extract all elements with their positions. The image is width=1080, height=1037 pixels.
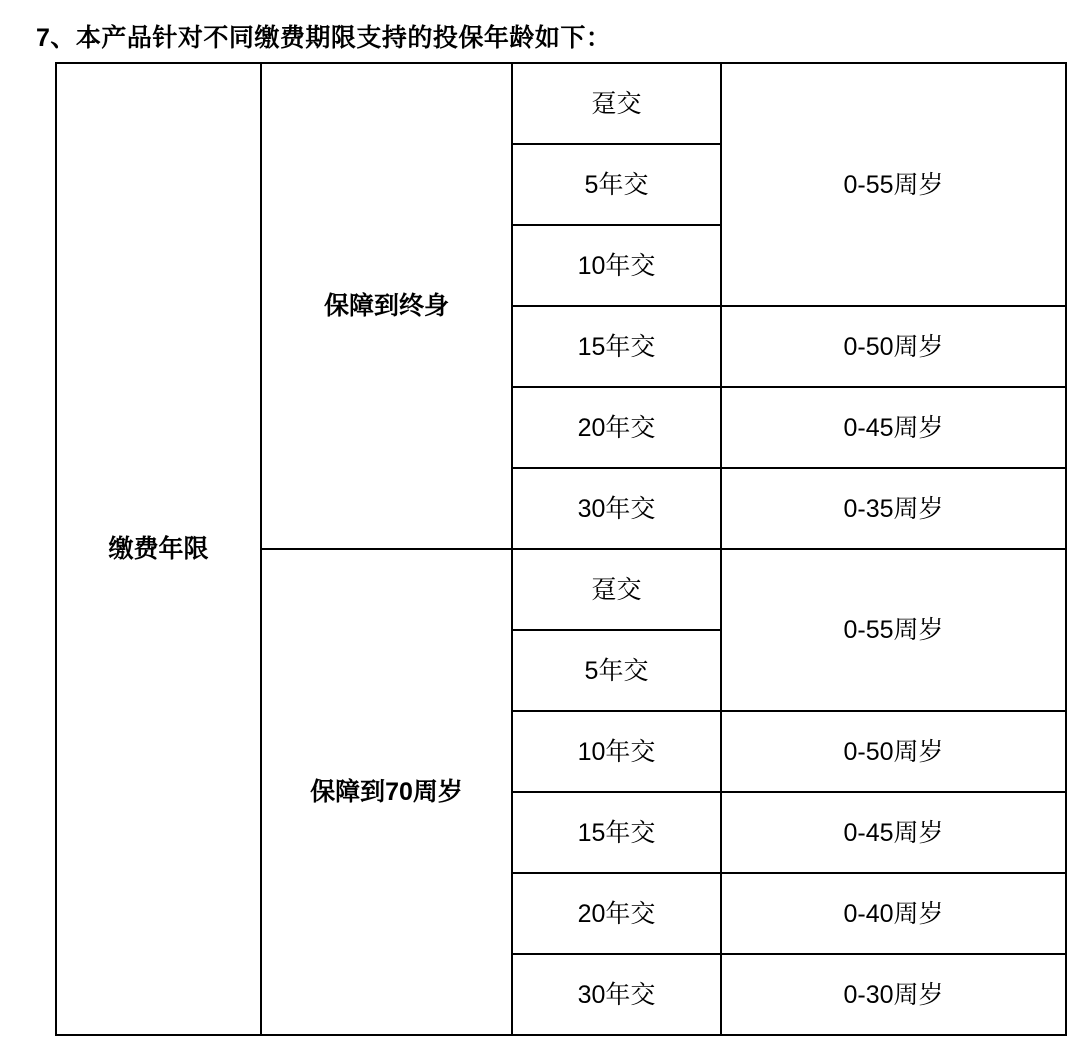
payment-period-cell: 5年交 [512, 144, 721, 225]
payment-period-cell: 10年交 [512, 225, 721, 306]
age-range-cell: 0-35周岁 [721, 468, 1066, 549]
payment-period-cell: 5年交 [512, 630, 721, 711]
payment-period-cell: 20年交 [512, 387, 721, 468]
payment-period-cell: 15年交 [512, 306, 721, 387]
payment-period-cell: 趸交 [512, 63, 721, 144]
payment-period-cell: 20年交 [512, 873, 721, 954]
age-range-cell: 0-40周岁 [721, 873, 1066, 954]
payment-period-cell: 10年交 [512, 711, 721, 792]
term-label-to-70: 保障到70周岁 [261, 549, 512, 1035]
page-heading: 7、本产品针对不同缴费期限支持的投保年龄如下： [36, 24, 612, 52]
age-range-cell: 0-50周岁 [721, 306, 1066, 387]
payment-period-cell: 30年交 [512, 468, 721, 549]
payment-period-cell: 30年交 [512, 954, 721, 1035]
payment-age-table [55, 62, 1067, 1036]
age-table-container [55, 62, 1057, 1036]
term-label-whole-life: 保障到终身 [261, 63, 512, 549]
payment-period-cell: 趸交 [512, 549, 721, 630]
age-range-cell: 0-55周岁 [721, 63, 1066, 306]
table-header-payment-years: 缴费年限 [56, 63, 261, 1035]
age-range-cell: 0-45周岁 [721, 387, 1066, 468]
age-range-cell: 0-50周岁 [721, 711, 1066, 792]
payment-period-cell: 15年交 [512, 792, 721, 873]
age-range-cell: 0-30周岁 [721, 954, 1066, 1035]
age-range-cell: 0-55周岁 [721, 549, 1066, 711]
table-row [56, 63, 1066, 144]
age-range-cell: 0-45周岁 [721, 792, 1066, 873]
